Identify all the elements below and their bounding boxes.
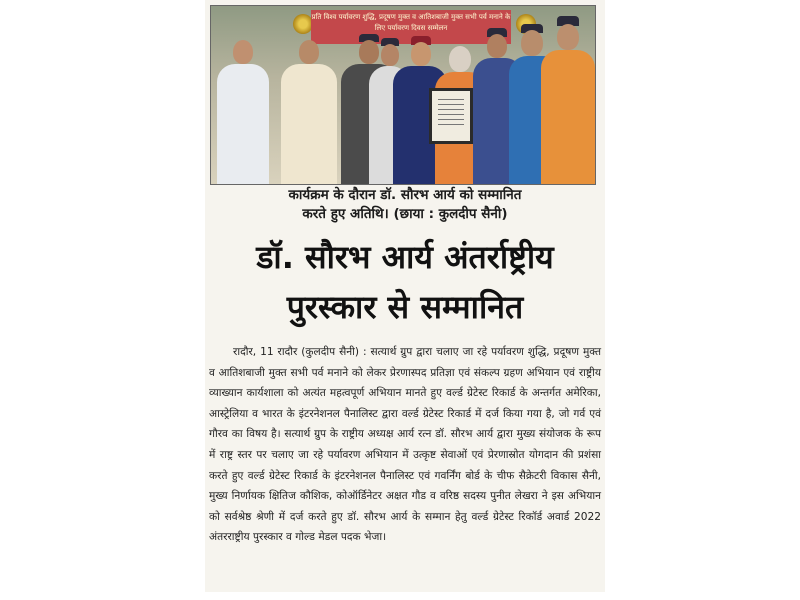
stage-banner: प्रति विश्व पर्यावरण शुद्धि, प्रदूषण मुक्त व आतिशबाजी मुक्त सभी पर्व मनाने के लिए पर्यावरण दिवस सम्मेलन [311,10,511,44]
caption-line-1: कार्यक्रम के दौरान डॉ. सौरभ आर्य को सम्मानित [288,187,522,203]
emblem-left-icon [293,14,313,34]
award-certificate [429,88,473,144]
headline-line-1: डॉ. सौरभ आर्य अंतर्राष्ट्रीय [256,238,554,276]
newspaper-clipping [205,0,605,592]
headline [205,232,605,332]
photo-caption [205,186,605,224]
caption-line-2: करते हुए अतिथि। (छाया : कुलदीप सैनी) [302,206,508,222]
article-body: रादौर, 11 रादौर (कुलदीप सैनी) : सत्यार्थ ग्रुप द्वारा चलाए जा रहे पर्यावरण शुद्धि, प्रदूषण मुक्त व आतिशबाजी मुक्त सभी पर्व मनाने को लेकर प्रेरणास्पद प्रतिज्ञा एवं संकल्प ग्रहण अभियान एवं राष्ट्रीय व्याख्यान कार्यशाला को अत्यंत महत्वपूर्ण अभियान मानते हुए वर्ल्ड ग्रेटेस्ट रिकार्ड के अन्तर्गत अमेरिका, आस्ट्रेलिया व भारत के इंटरनेशनल पैनालिस्ट द्वारा वर्ल्ड ग्रेटेस्ट रिकार्ड में दर्ज किया गया है, जो गर्व एवं गौरव का विषय है। सत्यार्थ ग्रुप के राष्ट्रीय अध्यक्ष आर्य रत्न डॉ. सौरभ आर्य द्वारा मुख्य संयोजक के रूप में राष्ट्र स्तर पर चलाए जा रहे पर्यावरण अभियान में उत्कृष्ट सेवाओं एवं प्रेरणास्रोत योगदान की प्रशंसा करते हुए वर्ल्ड ग्रेटेस्ट रिकार्ड के इंटरनेशनल पैनालिस्ट एवं गवर्निंग बोर्ड के चीफ सैक्रेटरी विकास सैनी, मुख्य निर्णायक क्षितिज कौशिक, कोऑर्डिनेटर अक्षत गौड व वरिष्ठ सदस्य पुनीत लेखरा ने इस अभियान को सर्वश्रेष्ठ श्रेणी में दर्ज करते हुए डॉ. सौरभ आर्य के सम्मान हेतु वर्ल्ड ग्रेटेस्ट रिकॉर्ड अवार्ड 2022 अंतरराष्ट्रीय पुरस्कार व गोल्ड मेडल पदक भेजा। [209,346,601,544]
event-photo [210,5,596,185]
headline-line-2: पुरस्कार से सम्मानित [286,288,524,326]
